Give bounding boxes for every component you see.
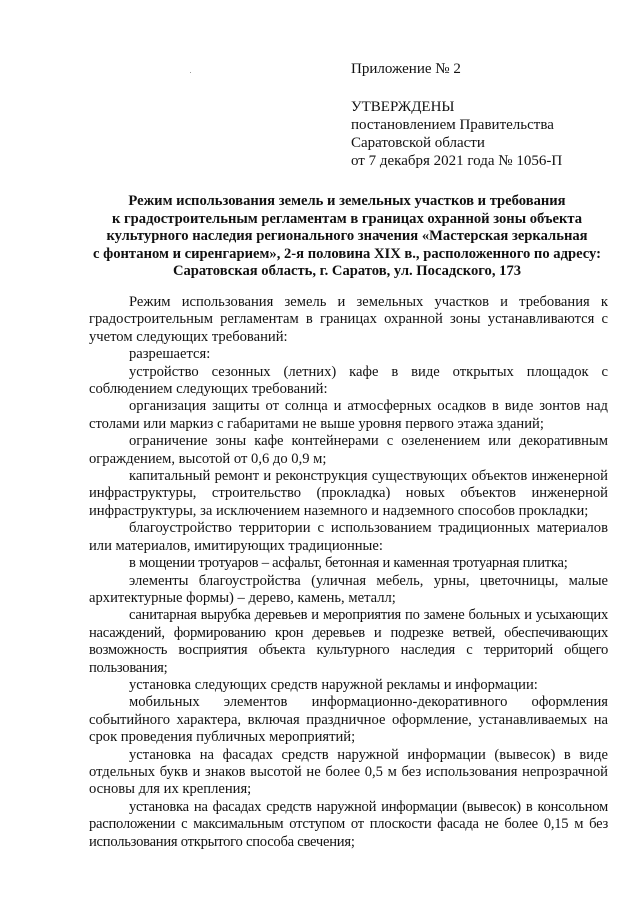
- approval-line-3: от 7 декабря 2021 года № 1056-П: [351, 153, 563, 169]
- scan-speck: [190, 72, 191, 73]
- approval-line-1: постановлением Правительства: [351, 117, 554, 133]
- title-line-3: культурного наследия регионального значения «Мастерская зеркальная: [106, 228, 588, 245]
- paragraph: установка на фасадах средств наружной информации (вывесок) в консольном расположении с максимальным отступом от плоскости фасада не более 0,15 м без использования открытого способа свечения;: [89, 798, 608, 850]
- paragraph: организация защиты от солнца и атмосферных осадков в виде зонтов над столами или маркиз с габаритами не выше уровня первого этажа зданий;: [89, 398, 608, 432]
- approval-header: [351, 60, 562, 170]
- paragraph: санитарная вырубка деревьев и мероприятия по замене больных и усыхающих насаждений, формированию крон деревьев и подрезке ветвей, обеспечивающих возможность восприятия объекта культурного наследия с территорий общего пользования;: [89, 607, 608, 676]
- paragraph: разрешается:: [129, 346, 211, 363]
- header-spacer: [351, 78, 562, 98]
- appendix-label: Приложение № 2: [351, 61, 461, 77]
- paragraph: ограничение зоны кафе контейнерами с озеленением или декоративным ограждением, высотой от 0,6 до 0,9 м;: [89, 433, 608, 467]
- title-line-1: Режим использования земель и земельных участков и требования: [128, 193, 566, 209]
- approval-line-2: Саратовской области: [351, 135, 485, 151]
- approved-label: УТВЕРЖДЕНЫ: [351, 99, 455, 115]
- document-title: [86, 193, 608, 281]
- document-body: [89, 294, 608, 851]
- title-line-5: Саратовская область, г. Саратов, ул. Посадского, 173: [172, 263, 522, 280]
- title-line-4: с фонтаном и сиренгарием», 2-я половина XIX в., расположенного по адресу:: [93, 245, 601, 262]
- paragraph: устройство сезонных (летних) кафе в виде открытых площадок с соблюдением следующих требований:: [89, 363, 608, 398]
- paragraph: установка следующих средств наружной рекламы и информации:: [129, 676, 538, 693]
- paragraph: благоустройство территории с использованием традиционных материалов или материалов, имитирующих традиционные:: [89, 520, 608, 554]
- title-line-2: к градостроительным регламентам в границах охранной зоны объекта: [111, 210, 583, 227]
- paragraph: мобильных элементов информационно-декоративного оформления событийного характера, включая праздничное оформление, устанавливаемых на срок проведения публичных мероприятий;: [89, 694, 608, 746]
- paragraph: установка на фасадах средств наружной информации (вывесок) в виде отдельных букв и знаков высотой не более 0,5 м без использования непрозрачной основы для их крепления;: [89, 746, 608, 798]
- paragraph: в мощении тротуаров – асфальт, бетонная и каменная тротуарная плитка;: [129, 555, 568, 572]
- paragraph: Режим использования земель и земельных участков и требования к градостроительным регламентам в границах охранной зоны устанавливаются с учетом следующих требований:: [89, 294, 608, 345]
- paragraph: капитальный ремонт и реконструкция существующих объектов инженерной инфраструктуры, строительство (прокладка) новых объектов инженерной инфраструктуры, за исключением наземного и надземного способов прокладки;: [89, 468, 608, 519]
- paragraph: элементы благоустройства (уличная мебель, урны, цветочницы, малые архитектурные формы) – дерево, камень, металл;: [89, 572, 608, 606]
